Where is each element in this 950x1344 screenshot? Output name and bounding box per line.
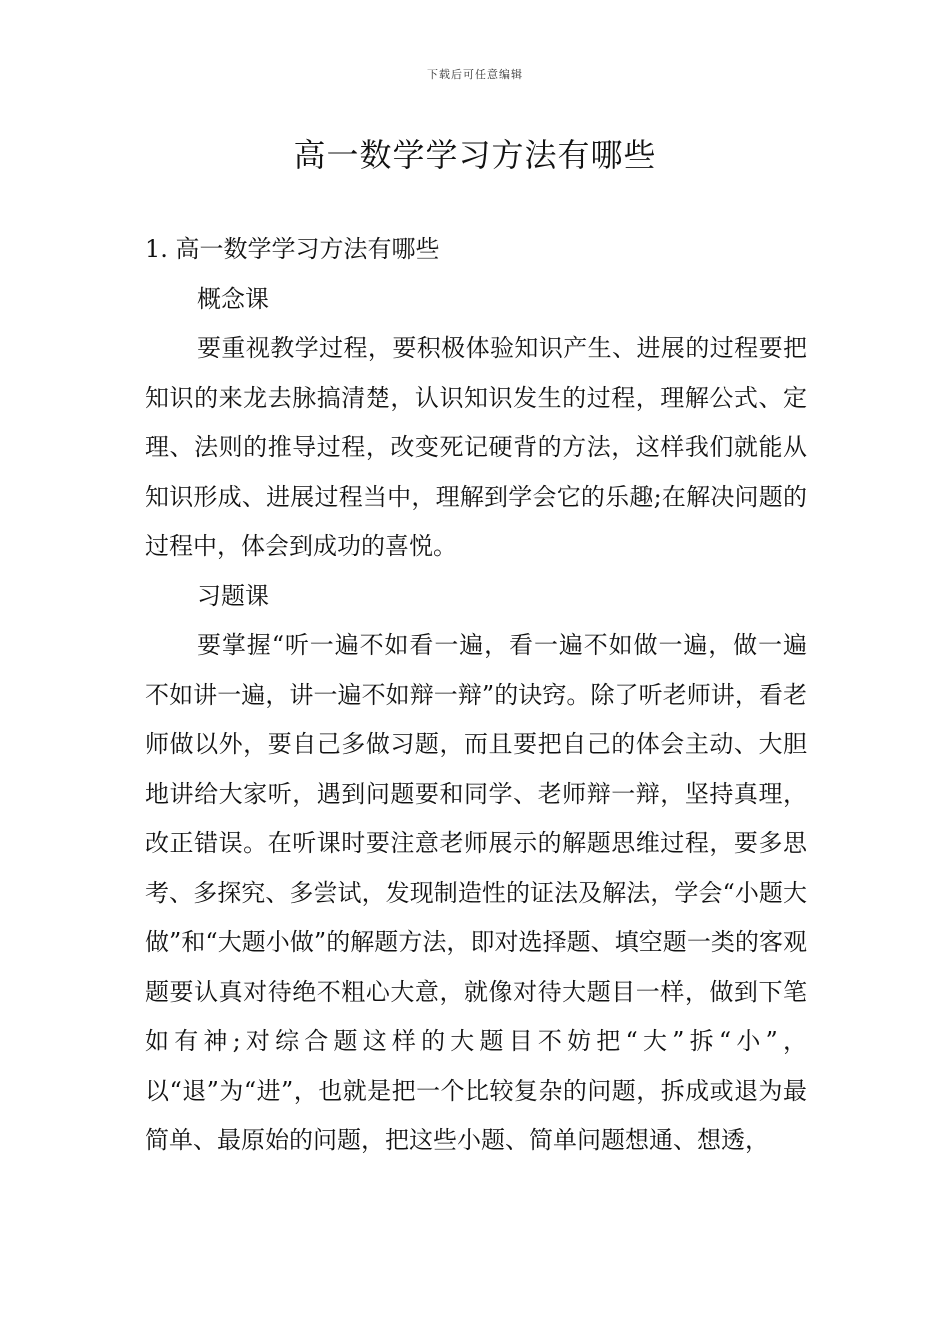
section-heading: 1. 高一数学学习方法有哪些 <box>145 235 440 263</box>
document-title: 高一数学学习方法有哪些 <box>293 136 657 174</box>
subheading-exercise-class: 习题课 <box>197 581 269 610</box>
paragraph-exercise-class: 要掌握“听一遍不如看一遍，看一遍不如做一遍，做一遍不如讲一遍，讲一遍不如辩一辩”的诀窍。除了听老师讲，看老师做以外，要自己多做习题，而且要把自己的体会主动、大胆地讲给大家听，遇到问题要和同学、老师辩一辩，坚持真理，改正错误。在听课时要注意老师展示的解题思维过程，要多思考、多探究、多尝试，发现制造性的证法及解法，学会“小题大做”和“大题小做”的解题方法，即对选择题、填空题一类的客观题要认真对待绝不粗心大意，就像对待大题目一样，做到下笔如有神;对综合题这样的大题目不妨把“大”拆“小”，以“退”为“进”，也就是把一个比较复杂的问题，拆成或退为最简单、最原始的问题，把这些小题、简单问题想通、想透， <box>145 631 807 1154</box>
header-note: 下载后可任意编辑 <box>427 68 523 81</box>
document-body <box>145 225 807 1166</box>
subheading-concept-class: 概念课 <box>197 284 269 313</box>
paragraph-concept-class: 要重视教学过程，要积极体验知识产生、进展的过程要把知识的来龙去脉搞清楚，认识知识发生的过程，理解公式、定理、法则的推导过程，改变死记硬背的方法，这样我们就能从知识形成、进展过程当中，理解到学会它的乐趣;在解决问题的过程中，体会到成功的喜悦。 <box>145 334 807 560</box>
